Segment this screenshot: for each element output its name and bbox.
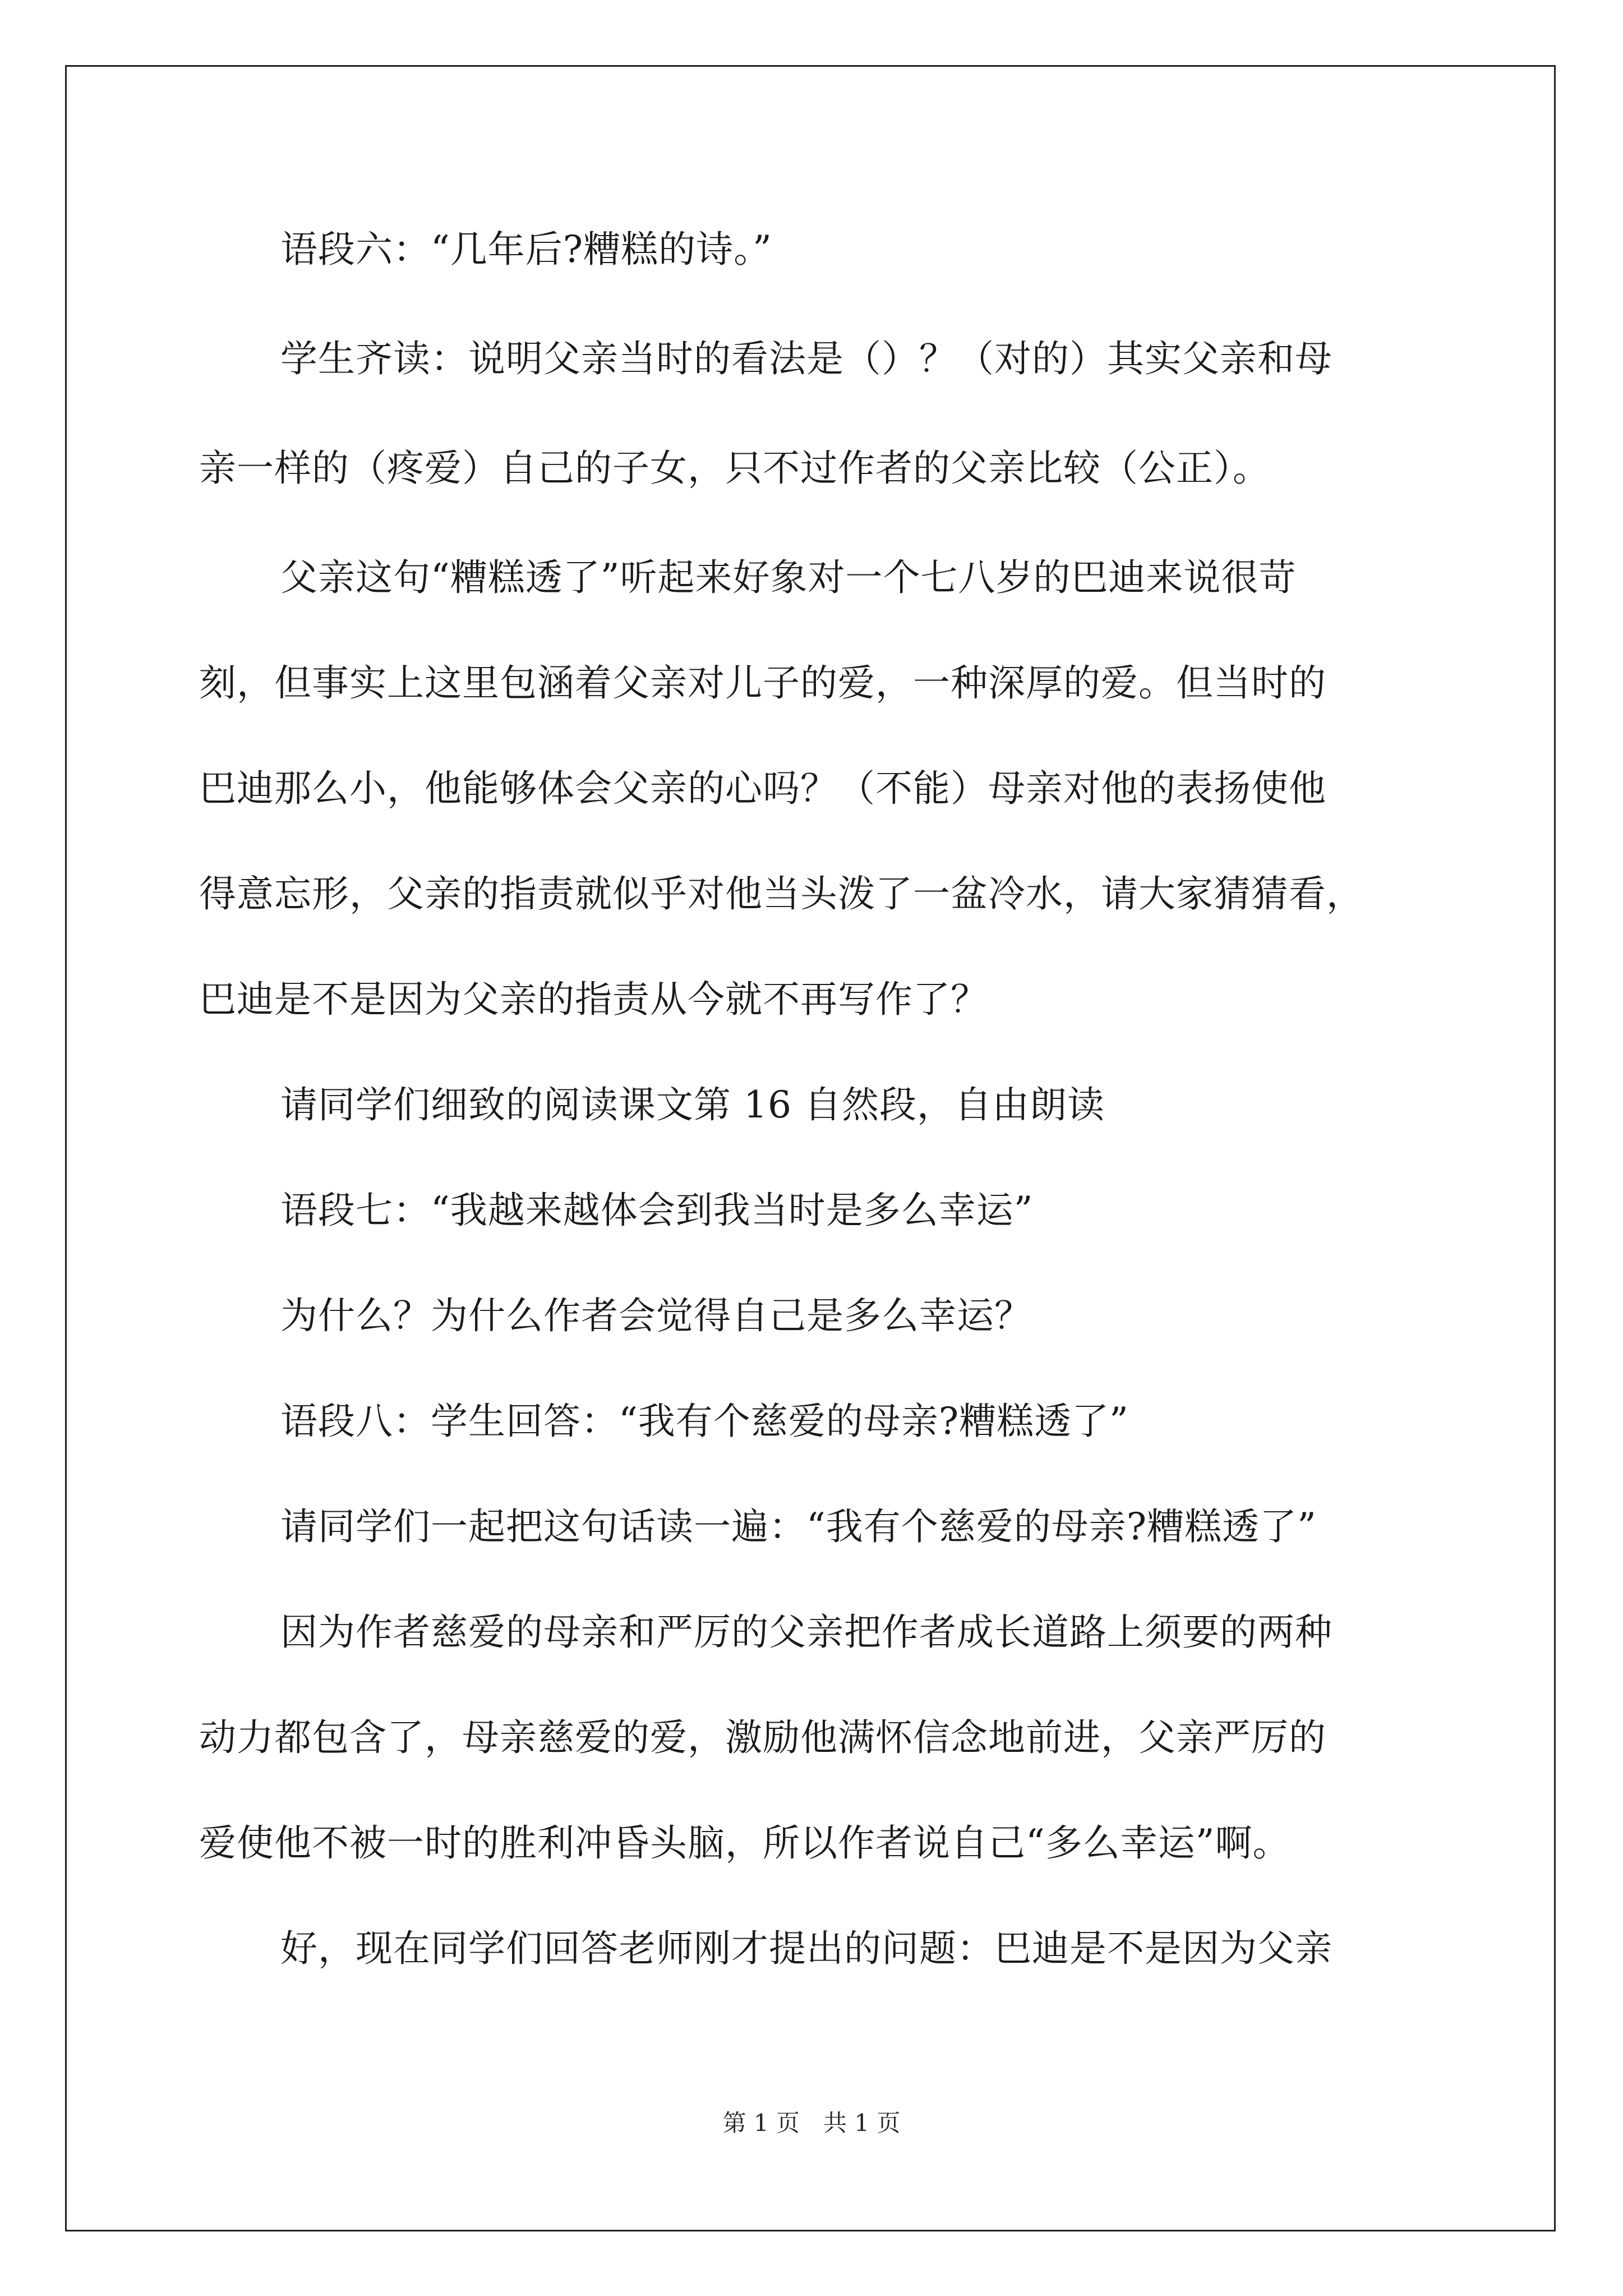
paragraph-line: 语段六：“几年后?糟糕的诗。” xyxy=(280,228,772,271)
page-border xyxy=(65,65,1556,2231)
paragraph-line: 请同学们一起把这句话读一遍：“我有个慈爱的母亲?糟糕透了” xyxy=(280,1505,1317,1548)
page-footer: 第 1 页 共 1 页 xyxy=(722,2109,901,2137)
paragraph-line: 巴迪那么小，他能够体会父亲的心吗？（不能）母亲对他的表扬使他 xyxy=(199,767,1326,810)
paragraph-line: 语段八：学生回答：“我有个慈爱的母亲?糟糕透了” xyxy=(280,1400,1129,1443)
paragraph-line: 爱使他不被一时的胜利冲昏头脑，所以作者说自己“多么幸运”啊。 xyxy=(199,1821,1290,1865)
paragraph-line: 语段七：“我越来越体会到我当时是多么幸运” xyxy=(280,1189,1034,1232)
paragraph-line: 学生齐读：说明父亲当时的看法是（）？（对的）其实父亲和母 xyxy=(280,337,1332,380)
paragraph-line: 刻，但事实上这里包涵着父亲对儿子的爱，一种深厚的爱。但当时的 xyxy=(199,661,1326,705)
paragraph-line: 好，现在同学们回答老师刚才提出的问题：巴迪是不是因为父亲 xyxy=(280,1927,1332,1970)
paragraph-line: 因为作者慈爱的母亲和严厉的父亲把作者成长道路上须要的两种 xyxy=(280,1611,1332,1654)
paragraph-line: 得意忘形，父亲的指责就似乎对他当头泼了一盆冷水，请大家猜猜看， xyxy=(199,872,1364,915)
paragraph-line: 为什么？为什么作者会觉得自己是多么幸运？ xyxy=(280,1294,1032,1337)
paragraph-line: 动力都包含了，母亲慈爱的爱，激励他满怀信念地前进，父亲严厉的 xyxy=(199,1716,1326,1759)
paragraph-line: 巴迪是不是因为父亲的指责从今就不再写作了？ xyxy=(199,978,988,1021)
paragraph-line: 请同学们细致的阅读课文第 16 自然段，自由朗读 xyxy=(280,1083,1105,1126)
paragraph-line: 亲一样的（疼爱）自己的子女，只不过作者的父亲比较（公正）。 xyxy=(199,447,1270,490)
paragraph-line: 父亲这句“糟糕透了”听起来好象对一个七八岁的巴迪来说很苛 xyxy=(280,556,1297,599)
